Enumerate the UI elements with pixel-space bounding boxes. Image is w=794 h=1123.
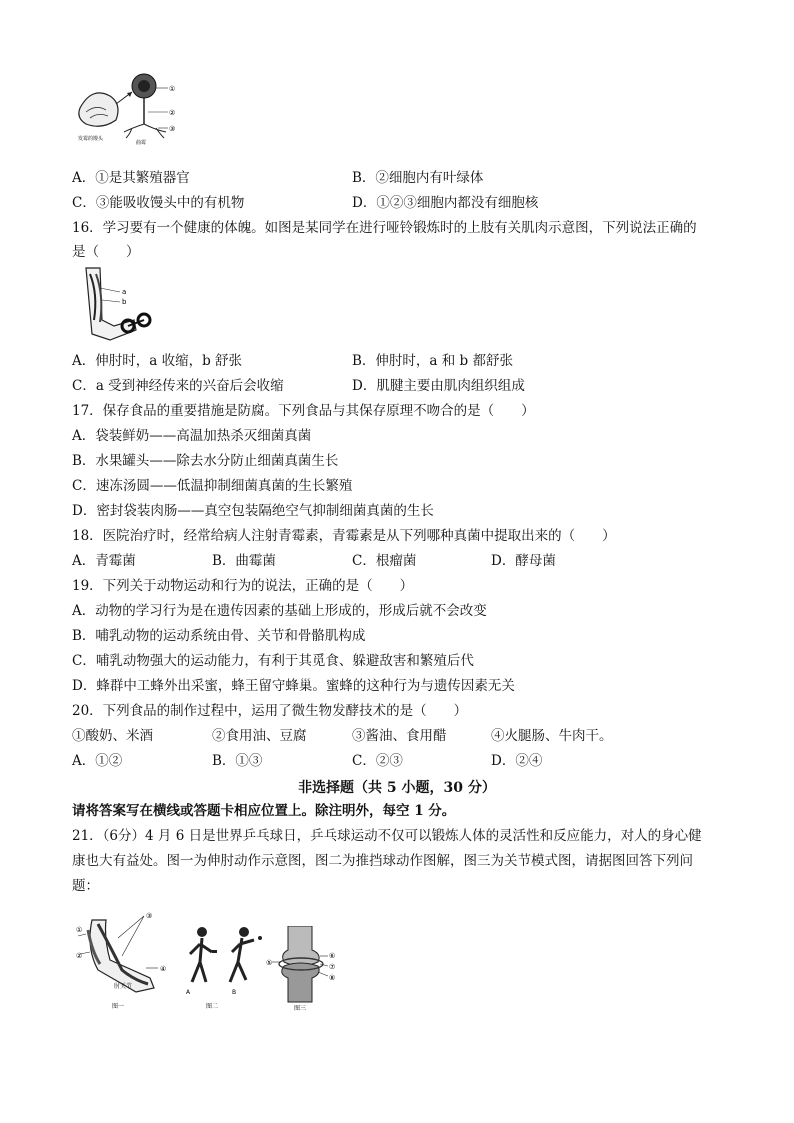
q20-option-b: B．①③ bbox=[212, 753, 263, 769]
fig1-joint-label: 肘关节 bbox=[114, 983, 133, 990]
q19-option-b: B．哺乳动物的运动系统由骨、关节和骨骼肌构成 bbox=[72, 628, 366, 644]
q15-option-a: A．①是其繁殖器官 bbox=[72, 170, 190, 186]
q16-option-a: A．伸肘时，a 收缩，b 舒张 bbox=[72, 353, 243, 369]
q20-item-2: ②食用油、豆腐 bbox=[212, 728, 307, 744]
q21-stem-line1: 21．（6分）4 月 6 日是世界乒乓球日，乒乓球运动不仅可以锻炼人体的灵活性和反应能力，对人的身心健 bbox=[72, 828, 702, 844]
fig1-caption: 图一 bbox=[112, 1003, 125, 1010]
fig2-label-b: B bbox=[232, 989, 237, 996]
q17-option-c: C．速冻汤圆——低温抑制细菌真菌的生长繁殖 bbox=[72, 478, 353, 494]
q19-option-a: A．动物的学习行为是在遗传因素的基础上形成的，形成后就不会改变 bbox=[72, 603, 487, 619]
fig2-label-a: A bbox=[186, 989, 191, 996]
fig3-mark-8: ⑧ bbox=[329, 974, 336, 982]
q16-stem-line2: 是（ ） bbox=[72, 244, 140, 260]
fig3-caption: 图三 bbox=[294, 1005, 307, 1012]
q16-label-a: a bbox=[122, 288, 127, 296]
fig2-caption: 图二 bbox=[206, 1003, 219, 1010]
section-instruction: 请将答案写在横线或答题卡相应位置上。除注明外，每空 1 分。 bbox=[72, 803, 456, 819]
q15-mark-2: ② bbox=[169, 109, 176, 117]
q21-figure-3 bbox=[266, 926, 338, 1012]
q15-option-b: B．②细胞内有叶绿体 bbox=[352, 170, 484, 186]
q20-stem: 20．下列食品的制作过程中，运用了微生物发酵技术的是（ ） bbox=[72, 703, 468, 719]
q17-option-d: D．密封袋装肉肠——真空包装隔绝空气抑制细菌真菌的生长 bbox=[72, 503, 434, 519]
q20-item-4: ④火腿肠、牛肉干。 bbox=[491, 728, 613, 744]
q15-label-bottom: 曲霉 bbox=[136, 140, 147, 146]
q15-mark-1: ① bbox=[169, 85, 176, 93]
fig1-mark-2: ② bbox=[76, 952, 83, 960]
q17-option-a: A．袋装鲜奶——高温加热杀灭细菌真菌 bbox=[72, 428, 312, 444]
q21-stem-line3: 题： bbox=[72, 878, 99, 894]
q20-item-3: ③酱油、食用醋 bbox=[352, 728, 447, 744]
q19-option-c: C．哺乳动物强大的运动能力，有利于其觅食、躲避敌害和繁殖后代 bbox=[72, 653, 474, 669]
q16-option-b: B．伸肘时，a 和 b 都舒张 bbox=[352, 353, 513, 369]
fig1-mark-4: ④ bbox=[160, 965, 167, 973]
q18-option-c: C．根瘤菌 bbox=[352, 553, 417, 569]
section-title: 非选择题（共 5 小题，30 分） bbox=[298, 780, 496, 796]
fig3-mark-6: ⑥ bbox=[329, 952, 336, 960]
fig3-mark-5: ⑤ bbox=[266, 959, 273, 967]
q21-stem-line2: 康也大有益处。图一为伸肘动作示意图，图二为推挡球动作图解，图三为关节模式图，请据图回答下列问 bbox=[72, 853, 693, 869]
q16-option-d: D．肌腱主要由肌肉组织组成 bbox=[352, 378, 525, 394]
q20-option-c: C．②③ bbox=[352, 753, 403, 769]
fig3-mark-7: ⑦ bbox=[329, 963, 336, 971]
q18-option-a: A．青霉菌 bbox=[72, 553, 136, 569]
q18-option-d: D．酵母菌 bbox=[491, 553, 556, 569]
q21-figure-1 bbox=[76, 908, 176, 1012]
q18-option-b: B．曲霉菌 bbox=[212, 553, 276, 569]
q15-option-d: D．①②③细胞内都没有细胞核 bbox=[352, 195, 539, 211]
q15-mark-3: ③ bbox=[169, 125, 176, 133]
q16-option-c: C．a 受到神经传来的兴奋后会收缩 bbox=[72, 378, 284, 394]
fig1-mark-1: ① bbox=[76, 926, 83, 934]
q21-figure-2 bbox=[178, 922, 273, 1012]
fig1-mark-3: ③ bbox=[146, 912, 153, 920]
q16-label-b: b bbox=[122, 298, 127, 306]
q17-stem: 17．保存食品的重要措施是防腐。下列食品与其保存原理不吻合的是（ ） bbox=[72, 403, 535, 419]
q19-option-d: D．蜂群中工蜂外出采蜜，蜂王留守蜂巢。蜜蜂的这种行为与遗传因素无关 bbox=[72, 678, 515, 694]
q15-option-c: C．③能吸收馒头中的有机物 bbox=[72, 195, 245, 211]
q15-figure bbox=[72, 68, 182, 146]
q20-item-1: ①酸奶、米酒 bbox=[72, 728, 153, 744]
q19-stem: 19．下列关于动物运动和行为的说法，正确的是（ ） bbox=[72, 578, 414, 594]
q18-stem: 18．医院治疗时，经常给病人注射青霉素，青霉素是从下列哪种真菌中提取出来的（ ） bbox=[72, 528, 616, 544]
q20-option-a: A．①② bbox=[72, 753, 123, 769]
q20-option-d: D．②④ bbox=[491, 753, 543, 769]
q15-label-left: 发霉的馒头 bbox=[78, 136, 104, 142]
q16-stem-line1: 16．学习要有一个健康的体魄。如图是某同学在进行哑铃锻炼时的上肢有关肌肉示意图，下列说法正确的 bbox=[72, 220, 697, 236]
q16-figure bbox=[74, 264, 154, 346]
q17-option-b: B．水果罐头——除去水分防止细菌真菌生长 bbox=[72, 453, 339, 469]
